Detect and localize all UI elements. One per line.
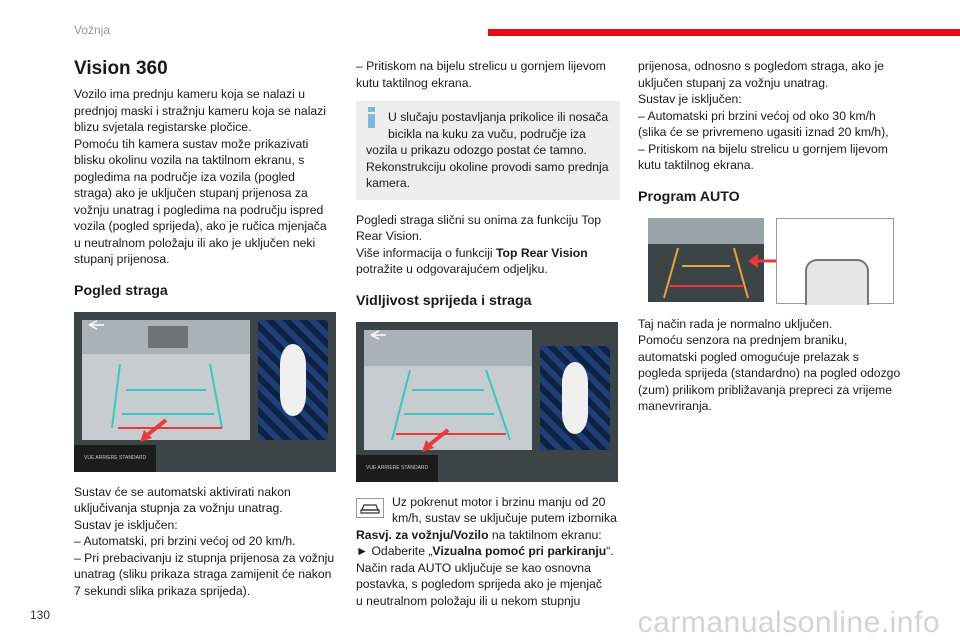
text-line: postavka, s pogledom sprijeda ako je mjenjač	[356, 577, 602, 591]
text-line: km/h, sustav se uključuje putem izbornika	[392, 511, 617, 525]
text-line: Uz pokrenut motor i brzinu manju od 20	[392, 494, 606, 509]
top-view	[258, 320, 328, 440]
note-line: Rekonstrukciju okoline provodi samo prednja	[366, 159, 609, 174]
text-line: – Pritiskom na bijelu strelicu u gornjem lijevom	[356, 59, 606, 73]
column-2	[356, 58, 620, 609]
column-1	[74, 58, 336, 599]
text-line: unatrag (sliku prikaza straga zamijenit će nakon	[74, 567, 332, 581]
column-3	[638, 58, 902, 415]
text-line: u neutralnom položaju ili u nekom stupnju	[356, 593, 581, 608]
figure-caption: VUE ARRIERE STANDARD	[356, 455, 438, 482]
text-line: (zum) prilikom približavanja prepreci za vrijeme	[638, 382, 892, 397]
rear-view-text	[74, 484, 336, 600]
menu-suffix: na taktilnom ekranu:	[488, 527, 602, 542]
text-line: vozila (pogled sprijeda), ako je ručica mjenjača	[74, 219, 327, 233]
text-line: manevriranja.	[638, 399, 712, 413]
car-icon	[356, 498, 384, 518]
text-line: – Automatski pri brzini većoj od oko 30 km/h	[638, 108, 876, 123]
select-prefix: ► Odaberite „	[356, 544, 433, 558]
text-line: – Pritiskom na bijelu strelicu u gornjem lijevom	[638, 141, 888, 156]
menu-path: Rasvj. za vožnju/Vozilo	[356, 527, 489, 542]
auto-guidelines	[648, 218, 764, 302]
text-line: Vozilo ima prednju kameru koja se nalazi u	[74, 87, 306, 101]
continuation-text	[638, 58, 902, 174]
section-label: Vožnja	[74, 23, 111, 37]
text-line: vožnju unatrag i pogledima na području ispred	[74, 202, 324, 217]
page-title: Vision 360	[74, 58, 168, 79]
car-top-icon	[562, 362, 588, 434]
text-line: kutu taktilnog ekrana.	[638, 158, 754, 172]
car-top-icon	[805, 259, 869, 305]
text-line: Pomoću tih kamera sustav može prikazivati	[74, 136, 309, 151]
link-top-rear-vision: Top Rear Vision	[496, 245, 588, 260]
text-line: Sustav će se automatski aktivirati nakon	[74, 484, 291, 499]
front-rear-figure	[356, 322, 618, 482]
text-line: Pomoću senzora na prednjem braniku,	[638, 333, 848, 347]
section-heading-auto: Program AUTO	[638, 188, 740, 205]
text-line: Taj način rada je normalno uključen.	[638, 316, 833, 331]
section-heading-rear-view: Pogled straga	[74, 282, 168, 299]
header-accent-bar	[488, 29, 960, 36]
note-line: bicikla na kuku za vuču, područje iza	[388, 126, 586, 141]
zoom-view	[776, 218, 894, 304]
text-line: potražite u odgovarajućem odjeljku.	[356, 262, 548, 276]
text-line: blizu svjetala registarske pločice.	[74, 120, 252, 134]
text-line: Sustav je isključen:	[638, 92, 742, 106]
motor-note	[356, 494, 620, 527]
select-suffix: “.	[606, 544, 614, 558]
more-prefix: Više informacija o funkciji	[356, 245, 496, 260]
text-line: Rear Vision.	[356, 229, 423, 243]
text-line: u neutralnom položaju ili ako je uključen neki	[74, 235, 316, 250]
rear-view-figure	[74, 312, 336, 472]
page-number: 130	[30, 608, 51, 622]
continuation-text	[356, 58, 620, 91]
figure-caption: VUE ARRIERE STANDARD	[74, 445, 156, 472]
menu-option: Vizualna pomoć pri parkiranju	[432, 544, 607, 558]
auto-figure	[638, 218, 902, 304]
camera-thumb	[648, 218, 764, 302]
red-arrow-icon	[416, 426, 456, 456]
note-line: U slučaju postavljanja prikolice ili nosača	[388, 110, 609, 124]
text-line: prednjoj maski i stražnju kameru koja se nalazi	[74, 103, 326, 118]
text-line: Način rada AUTO uključuje se kao osnovna	[356, 560, 591, 575]
note-line: vozila u prikazu odozgo postat će tamno.	[366, 143, 587, 157]
text-line	[356, 245, 620, 262]
info-icon	[368, 107, 375, 128]
text-line: uključivanja stupnja za vožnju unatrag.	[74, 501, 283, 515]
text-line	[356, 543, 620, 560]
auto-mode-text	[638, 316, 902, 415]
text-line: 7 sekundi slika prikaza sprijeda).	[74, 583, 251, 598]
text-line: blisku okolinu vozila na taktilnom ekranu, s	[74, 153, 305, 167]
section-heading-visibility: Vidljivost sprijeda i straga	[356, 292, 532, 309]
text-line	[356, 527, 620, 544]
text-line: pogleda sprijeda (standardno) na pogled odozgo	[638, 366, 901, 380]
text-line: kutu taktilnog ekrana.	[356, 75, 472, 90]
menu-instructions	[356, 527, 620, 610]
text-line: uključen stupanj za vožnju unatrag.	[638, 75, 829, 90]
note-line: kamera.	[366, 176, 411, 190]
text-line: – Pri prebacivanju iz stupnja prijenosa za vožnju	[74, 550, 335, 565]
text-line: automatski pogled omogućuje prelazak s	[638, 349, 859, 364]
intro-paragraph	[74, 86, 336, 268]
text-line: straga) ako je uključen stupanj prijenosa za	[74, 186, 308, 200]
text-line: Sustav je isključen:	[74, 517, 178, 532]
text-line: prijenosa, odnosno s pogledom straga, ako je	[638, 59, 884, 73]
top-view	[540, 346, 610, 450]
watermark: carmanualsonline.info	[637, 606, 940, 639]
text-line: stupanj prijenosa.	[74, 252, 170, 266]
text-line: (slika će se privremeno ugasiti iznad 20 km/h),	[638, 125, 889, 139]
text-line: pogledima na područje iza vozila (pogled	[74, 169, 295, 184]
red-arrow-icon	[134, 416, 174, 446]
car-top-icon	[280, 344, 306, 416]
text-line: – Automatski, pri brzini većoj od 20 km/h.	[74, 534, 296, 548]
info-note	[356, 101, 620, 200]
text-line: Pogledi straga slični su onima za funkciju Top	[356, 212, 602, 227]
top-rear-vision-text	[356, 212, 620, 278]
